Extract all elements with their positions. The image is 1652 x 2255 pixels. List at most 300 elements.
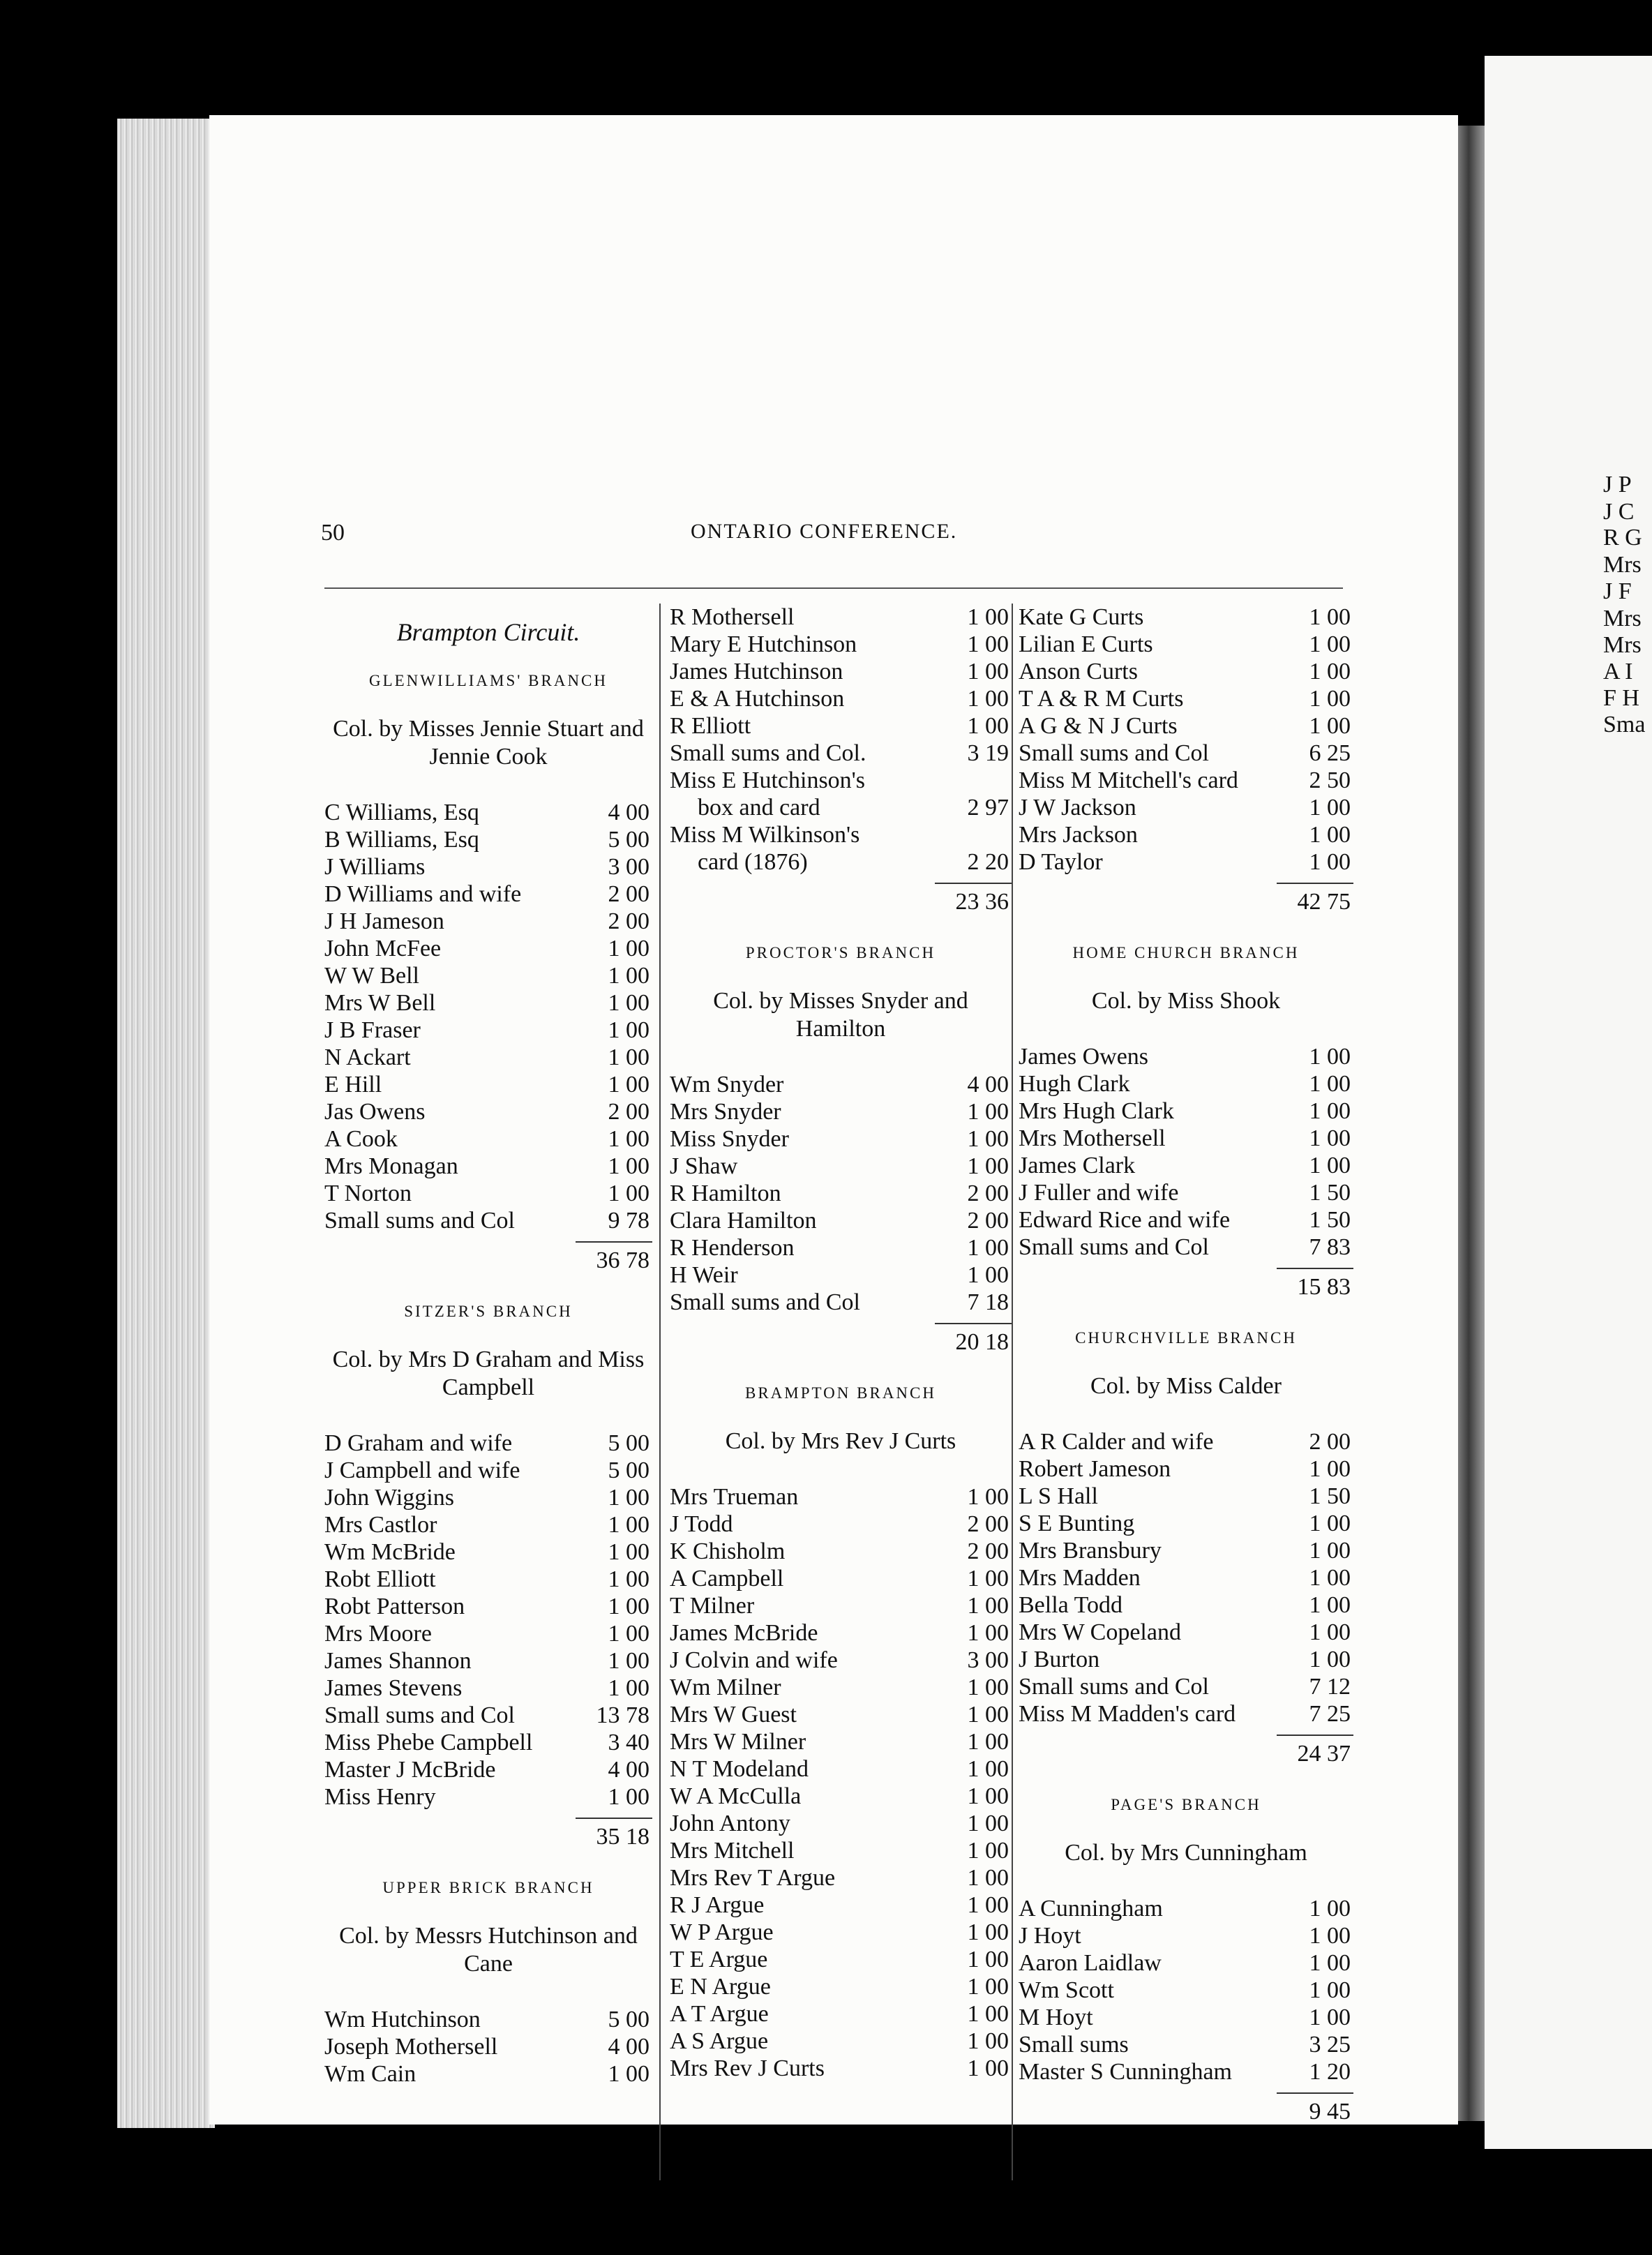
list-item [324, 908, 652, 935]
entry-name: R Hamilton [670, 1181, 781, 1206]
entry-name: Mary E Hutchinson [670, 631, 857, 657]
entry-name: card (1876) [698, 849, 808, 875]
entry-name: J H Jameson [324, 908, 444, 934]
entry-amount: 1 00 [1309, 1977, 1351, 2003]
list-item [670, 2000, 1012, 2028]
entry-name: Miss E Hutchinson's [670, 767, 866, 793]
entry-amount: 1 00 [608, 936, 649, 961]
list-item [324, 1430, 652, 1457]
list-item [324, 1071, 652, 1098]
total-rule [1277, 2092, 1353, 2094]
total-rule [576, 1241, 652, 1243]
entry-name: T Norton [324, 1181, 412, 1206]
right-page-text: J C [1603, 499, 1635, 525]
entry-name: Wm Scott [1019, 1977, 1114, 2003]
entry-name: Master S Cunningham [1019, 2059, 1232, 2085]
entry-name: Mrs Monagan [324, 1153, 458, 1179]
entry-amount: 5 00 [608, 827, 649, 853]
list-item [670, 712, 1012, 740]
entry-amount: 1 00 [1309, 631, 1351, 657]
entry-amount: 1 00 [1309, 686, 1351, 712]
entry-amount: 7 25 [1309, 1701, 1351, 1727]
list-item [670, 1891, 1012, 1919]
list-item [324, 826, 652, 853]
list-item [670, 821, 1012, 848]
list-item [670, 1973, 1012, 2000]
entry-amount: 1 00 [608, 963, 649, 989]
entry-name: D Williams and wife [324, 881, 522, 907]
branch-total: 20 18 [955, 1329, 1009, 1355]
list-item [670, 1071, 1012, 1098]
entry-amount: 1 00 [608, 990, 649, 1016]
branch-total: 23 36 [955, 889, 1009, 915]
entry-name: Edward Rice and wife [1019, 1207, 1231, 1233]
entry-list [670, 1071, 1012, 1316]
entry-amount: 1 00 [1309, 822, 1351, 848]
entry-name: E Hill [324, 1072, 382, 1097]
right-page-text: F H [1603, 685, 1639, 711]
entry-name: A G & N J Curts [1019, 713, 1178, 739]
list-item [1019, 1428, 1353, 1455]
list-item [324, 2060, 652, 2088]
branch-heading: PAGE'S BRANCH [1111, 1796, 1261, 1813]
entry-amount: 1 00 [1309, 1098, 1351, 1124]
list-item [1019, 1619, 1353, 1646]
list-item [324, 853, 652, 881]
column-divider [1012, 604, 1013, 2180]
list-item [670, 1619, 1012, 1647]
entry-name: N T Modeland [670, 1756, 809, 1782]
list-item [1019, 1949, 1353, 1977]
entry-amount: 5 00 [608, 1430, 649, 1456]
entry-name: Mrs Rev T Argue [670, 1865, 836, 1891]
entry-amount: 1 00 [967, 1153, 1009, 1179]
list-item [670, 1207, 1012, 1234]
entry-name: Small sums and Col [1019, 740, 1209, 766]
entry-amount: 1 00 [1309, 1565, 1351, 1591]
entry-amount: 1 00 [1309, 659, 1351, 684]
list-item [324, 1098, 652, 1125]
entry-amount: 1 00 [1309, 1647, 1351, 1672]
entry-name: Clara Hamilton [670, 1208, 817, 1234]
entry-name: J Todd [670, 1511, 733, 1537]
entry-name: J Williams [324, 854, 426, 880]
list-item [324, 1153, 652, 1180]
entry-name: B Williams, Esq [324, 827, 479, 853]
entry-amount: 1 00 [967, 1566, 1009, 1591]
entry-amount: 4 00 [608, 1757, 649, 1783]
list-item [1019, 1206, 1353, 1234]
entry-name: S E Bunting [1019, 1511, 1135, 1536]
entry-amount: 1 00 [967, 1620, 1009, 1646]
collector-line: Col. by Misses Snyder and Hamilton [713, 988, 968, 1042]
entry-amount: 2 00 [1309, 1429, 1351, 1455]
list-item [324, 1180, 652, 1207]
branch-heading: PROCTOR'S BRANCH [745, 944, 936, 961]
list-item [1019, 1700, 1353, 1728]
list-item [670, 1674, 1012, 1701]
entry-amount: 3 00 [967, 1647, 1009, 1673]
entry-name: Kate G Curts [1019, 604, 1144, 630]
list-item [324, 1702, 652, 1729]
entry-name: W P Argue [670, 1919, 774, 1945]
list-item [324, 1566, 652, 1593]
entry-amount: 1 00 [967, 1484, 1009, 1510]
branch-heading: UPPER BRICK BRANCH [382, 1879, 594, 1896]
entry-amount: 1 00 [608, 1126, 649, 1152]
entry-name: C Williams, Esq [324, 800, 479, 825]
entry-amount: 1 00 [608, 1594, 649, 1619]
entry-name: James Shannon [324, 1648, 472, 1674]
list-item [324, 1044, 652, 1071]
list-item [1019, 2058, 1353, 2085]
entry-name: Wm Snyder [670, 1072, 784, 1097]
entry-name: A Cook [324, 1126, 398, 1152]
entry-amount: 7 83 [1309, 1234, 1351, 1260]
entry-name: A S Argue [670, 2028, 769, 2054]
list-item [324, 2006, 652, 2033]
branch-heading: BRAMPTON BRANCH [745, 1384, 936, 1402]
entry-name: Small sums and Col. [670, 740, 866, 766]
entry-name: Wm Hutchinson [324, 2007, 481, 2032]
entry-name: box and card [698, 795, 820, 821]
list-item [670, 1565, 1012, 1592]
branch-total: 24 37 [1297, 1741, 1351, 1767]
entry-amount: 1 00 [967, 2055, 1009, 2081]
entry-amount: 1 00 [967, 1811, 1009, 1836]
entry-amount: 1 00 [608, 1648, 649, 1674]
entry-name: Lilian E Curts [1019, 631, 1153, 657]
list-item [1019, 631, 1353, 658]
entry-amount: 1 00 [967, 1756, 1009, 1782]
entry-name: Small sums and Col [1019, 1674, 1209, 1700]
list-item [1019, 2004, 1353, 2031]
entry-name: Miss M Mitchell's card [1019, 767, 1238, 793]
entry-amount: 2 50 [1309, 767, 1351, 793]
entry-amount: 1 00 [967, 1783, 1009, 1809]
entry-amount: 1 00 [967, 1675, 1009, 1700]
entry-name: Mrs Hugh Clark [1019, 1098, 1174, 1124]
entry-amount: 1 00 [608, 1621, 649, 1647]
list-item [1019, 1510, 1353, 1537]
entry-amount: 4 00 [608, 2034, 649, 2060]
entry-amount: 1 50 [1309, 1180, 1351, 1206]
entry-amount: 1 00 [1309, 795, 1351, 821]
entry-amount: 1 00 [967, 1974, 1009, 2000]
list-item [670, 1701, 1012, 1728]
entry-list [670, 1483, 1012, 2082]
total-rule [1277, 883, 1353, 884]
list-item [1019, 1097, 1353, 1125]
list-item [1019, 685, 1353, 712]
list-item [324, 962, 652, 989]
list-item [1019, 848, 1353, 876]
entry-name: Miss M Madden's card [1019, 1701, 1236, 1727]
entry-amount: 1 00 [1309, 849, 1351, 875]
entry-name: R J Argue [670, 1892, 765, 1918]
header-rule [324, 587, 1343, 589]
total-rule [576, 1818, 652, 1819]
entry-name: Mrs Mitchell [670, 1838, 795, 1864]
entry-amount: 1 00 [1309, 1456, 1351, 1482]
list-item [670, 1511, 1012, 1538]
entry-name: Mrs Snyder [670, 1099, 781, 1125]
column-2 [670, 604, 1012, 2082]
entry-amount: 1 50 [1309, 1207, 1351, 1233]
entry-name: Small sums and Col [324, 1208, 515, 1234]
entry-name: Anson Curts [1019, 659, 1138, 684]
collector-line: Col. by Mrs Cunningham [1065, 1840, 1307, 1866]
entry-name: Robt Elliott [324, 1566, 436, 1592]
list-item [670, 767, 1012, 794]
list-item [670, 1592, 1012, 1619]
list-item [324, 989, 652, 1017]
list-item [670, 2055, 1012, 2082]
entry-name: Hugh Clark [1019, 1071, 1130, 1097]
list-item [670, 1289, 1012, 1316]
entry-name: Bella Todd [1019, 1592, 1123, 1618]
list-item [1019, 1895, 1353, 1922]
entry-amount: 1 00 [1309, 604, 1351, 630]
entry-amount: 1 00 [608, 2061, 649, 2087]
page-header [209, 520, 1458, 555]
list-item [670, 848, 1012, 876]
list-item [670, 2028, 1012, 2055]
list-item [324, 881, 652, 908]
list-item [670, 685, 1012, 712]
list-item [670, 1538, 1012, 1565]
list-item [1019, 604, 1353, 631]
list-item [324, 1511, 652, 1538]
entry-name: T Milner [670, 1593, 755, 1619]
list-item [324, 1620, 652, 1647]
page-number: 50 [321, 520, 345, 546]
entry-amount: 1 00 [967, 1729, 1009, 1755]
right-page-text: J F [1603, 578, 1632, 604]
entry-amount: 3 25 [1309, 2032, 1351, 2058]
entry-list [324, 2006, 652, 2088]
entry-amount: 1 00 [608, 1181, 649, 1206]
entry-name: James McBride [670, 1620, 818, 1646]
entry-name: Miss Phebe Campbell [324, 1730, 533, 1755]
entry-amount: 2 00 [967, 1538, 1009, 1564]
list-item [1019, 1673, 1353, 1700]
right-page-text: J P [1603, 472, 1632, 497]
entry-amount: 6 25 [1309, 740, 1351, 766]
entry-amount: 1 00 [967, 2001, 1009, 2027]
entry-name: J Campbell and wife [324, 1458, 520, 1483]
entry-amount: 13 78 [596, 1702, 649, 1728]
entry-name: J Burton [1019, 1647, 1100, 1672]
list-item [1019, 1455, 1353, 1483]
entry-name: Wm Milner [670, 1675, 781, 1700]
entry-amount: 4 00 [967, 1072, 1009, 1097]
list-item [1019, 1646, 1353, 1673]
entry-name: Mrs Rev J Curts [670, 2055, 825, 2081]
entry-name: Robert Jameson [1019, 1456, 1171, 1482]
entry-name: Joseph Mothersell [324, 2034, 498, 2060]
collector-line: Col. by Messrs Hutchinson and Cane [339, 1923, 638, 1977]
entry-amount: 1 00 [967, 686, 1009, 712]
list-item [1019, 1179, 1353, 1206]
right-page-text: Mrs [1603, 552, 1642, 578]
list-item [670, 1234, 1012, 1261]
entry-amount: 3 19 [967, 740, 1009, 766]
entry-amount: 1 00 [967, 1593, 1009, 1619]
collector-line: Col. by Mrs Rev J Curts [725, 1428, 956, 1454]
entry-amount: 4 00 [608, 800, 649, 825]
entry-amount: 1 00 [1309, 713, 1351, 739]
list-item [670, 1783, 1012, 1810]
entry-amount: 1 00 [608, 1539, 649, 1565]
branch-heading: GLENWILLIAMS' BRANCH [368, 672, 608, 689]
entry-name: Mrs Trueman [670, 1484, 799, 1510]
entry-list [324, 799, 652, 1234]
entry-amount: 1 00 [967, 2028, 1009, 2054]
entry-amount: 1 00 [967, 713, 1009, 739]
total-rule [935, 883, 1012, 884]
entry-list [1019, 604, 1353, 876]
list-item [670, 1919, 1012, 1946]
collector-line: Col. by Miss Calder [1090, 1373, 1282, 1399]
entry-name: R Elliott [670, 713, 751, 739]
entry-amount: 3 40 [608, 1730, 649, 1755]
entry-amount: 1 00 [608, 1784, 649, 1810]
entry-name: Mrs Castlor [324, 1512, 437, 1538]
list-item [670, 1810, 1012, 1837]
branch-total: 15 83 [1297, 1274, 1351, 1300]
entry-amount: 2 00 [967, 1208, 1009, 1234]
page-edges [117, 119, 215, 2128]
list-item [670, 604, 1012, 631]
entry-name: M Hoyt [1019, 2005, 1093, 2030]
list-item [670, 740, 1012, 767]
left-page [209, 115, 1458, 2125]
branch-total: 35 18 [596, 1824, 649, 1850]
list-item [1019, 2031, 1353, 2058]
entry-list [1019, 1428, 1353, 1728]
entry-amount: 1 00 [967, 1099, 1009, 1125]
list-item [1019, 1537, 1353, 1564]
list-item [1019, 712, 1353, 740]
branch-heading: SITZER'S BRANCH [404, 1303, 573, 1320]
list-item [324, 1125, 652, 1153]
list-item [670, 1728, 1012, 1755]
entry-name: A T Argue [670, 2001, 769, 2027]
total-rule [1277, 1268, 1353, 1269]
entry-amount: 5 00 [608, 2007, 649, 2032]
entry-name: W W Bell [324, 963, 419, 989]
list-item [324, 1207, 652, 1234]
entry-name: A Cunningham [1019, 1896, 1163, 1921]
entry-name: Mrs Jackson [1019, 822, 1138, 848]
list-item [670, 1864, 1012, 1891]
entry-name: R Henderson [670, 1235, 795, 1261]
entry-amount: 2 20 [967, 849, 1009, 875]
entry-amount: 1 00 [1309, 1538, 1351, 1564]
column-divider [659, 604, 661, 2180]
entry-amount: 1 00 [608, 1017, 649, 1043]
list-item [324, 1675, 652, 1702]
entry-name: H Weir [670, 1262, 738, 1288]
entry-amount: 1 00 [1309, 1153, 1351, 1178]
entry-name: A R Calder and wife [1019, 1429, 1214, 1455]
entry-name: James Hutchinson [670, 659, 843, 684]
entry-name: Jas Owens [324, 1099, 426, 1125]
entry-amount: 1 00 [1309, 1592, 1351, 1618]
list-item [1019, 767, 1353, 794]
entry-amount: 1 00 [967, 604, 1009, 630]
list-item [1019, 1977, 1353, 2004]
entry-amount: 1 00 [1309, 1125, 1351, 1151]
right-page-text: R G [1603, 525, 1642, 550]
entry-name: Mrs W Milner [670, 1729, 806, 1755]
entry-amount: 7 12 [1309, 1674, 1351, 1700]
entry-name: Small sums and Col [1019, 1234, 1209, 1260]
entry-amount: 1 00 [1309, 1044, 1351, 1070]
list-item [324, 1783, 652, 1811]
entry-amount: 1 00 [967, 1865, 1009, 1891]
entry-name: J W Jackson [1019, 795, 1136, 821]
entry-name: J Colvin and wife [670, 1647, 838, 1673]
list-item [1019, 658, 1353, 685]
entry-amount: 1 00 [1309, 1923, 1351, 1949]
entry-amount: 1 00 [1309, 1896, 1351, 1921]
entry-amount: 1 00 [967, 1702, 1009, 1728]
list-item [324, 1729, 652, 1756]
entry-name: James Stevens [324, 1675, 463, 1701]
entry-amount: 1 00 [608, 1675, 649, 1701]
branch-total: 9 45 [1309, 2099, 1351, 2125]
entry-name: John Antony [670, 1811, 790, 1836]
entry-name: John McFee [324, 936, 442, 961]
entry-name: J Shaw [670, 1153, 738, 1179]
list-item [670, 794, 1012, 821]
list-item [1019, 1483, 1353, 1510]
list-item [1019, 1043, 1353, 1070]
entry-name: Aaron Laidlaw [1019, 1950, 1162, 1976]
entry-amount: 2 97 [967, 795, 1009, 821]
entry-amount: 2 00 [608, 908, 649, 934]
entry-name: W A McCulla [670, 1783, 802, 1809]
entry-amount: 1 00 [967, 1947, 1009, 1972]
entry-amount: 1 00 [1309, 1071, 1351, 1097]
list-item [670, 1755, 1012, 1783]
entry-amount: 1 00 [1309, 1511, 1351, 1536]
entry-name: Mrs W Bell [324, 990, 436, 1016]
entry-list [1019, 1043, 1353, 1261]
list-item [1019, 1922, 1353, 1949]
collector-line: Col. by Miss Shook [1091, 988, 1281, 1014]
entry-name: R Mothersell [670, 604, 795, 630]
list-item [670, 1483, 1012, 1511]
entry-name: Mrs Bransbury [1019, 1538, 1162, 1564]
entry-amount: 2 00 [967, 1181, 1009, 1206]
list-item [670, 1261, 1012, 1289]
book-gutter [1458, 126, 1485, 2121]
list-item [1019, 740, 1353, 767]
list-item [670, 1098, 1012, 1125]
entry-name: John Wiggins [324, 1485, 454, 1511]
entry-amount: 1 00 [1309, 1619, 1351, 1645]
entry-name: James Owens [1019, 1044, 1149, 1070]
list-item [670, 1153, 1012, 1180]
list-item [1019, 1591, 1353, 1619]
entry-name: D Graham and wife [324, 1430, 513, 1456]
list-item [1019, 821, 1353, 848]
list-item [324, 1756, 652, 1783]
list-item [324, 1593, 652, 1620]
